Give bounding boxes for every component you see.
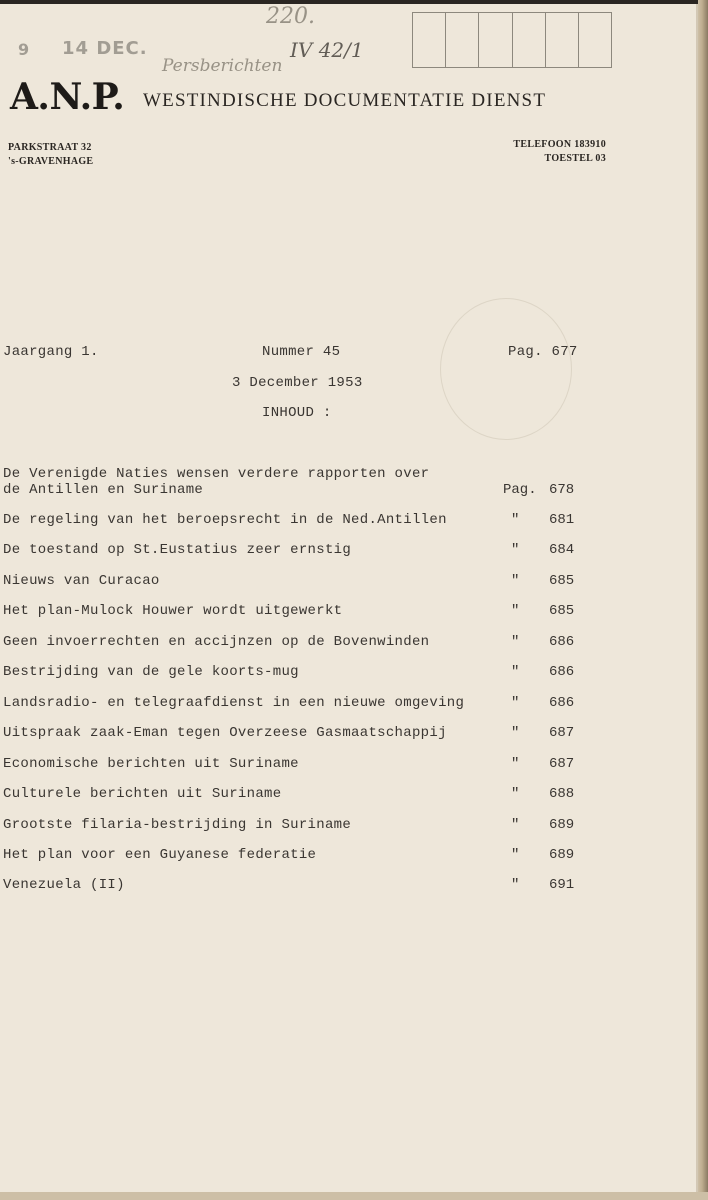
agency-name: WESTINDISCHE DOCUMENTATIE DIENST	[143, 90, 547, 111]
top-border	[0, 0, 698, 4]
toc-page: 687	[549, 725, 575, 741]
address-block	[8, 141, 93, 169]
toc-title: Venezuela (II)	[3, 877, 125, 893]
anp-logo: A.N.P.	[10, 76, 125, 118]
toc-title: De toestand op St.Eustatius zeer ernstig	[3, 542, 352, 558]
phone-block	[500, 138, 606, 166]
toc-title: Nieuws van Curacao	[3, 573, 160, 589]
toc-ditto-mark: "	[511, 786, 520, 802]
phone-extension: TOESTEL 03	[544, 153, 606, 164]
toc-title: Het plan voor een Guyanese federatie	[3, 847, 317, 863]
toc-entry	[3, 695, 583, 715]
toc-ditto-mark: "	[511, 877, 520, 893]
toc-entry	[3, 634, 583, 654]
toc-entry	[3, 756, 583, 776]
address-city: 's-GRAVENHAGE	[8, 156, 94, 167]
toc-ditto-mark: "	[511, 542, 520, 558]
toc-page: 691	[549, 877, 575, 893]
toc-first-entry-line2: de Antillen en Suriname	[3, 482, 204, 498]
toc-page: 685	[549, 603, 575, 619]
toc-title: Landsradio- en telegraafdienst in een nieuwe omgeving	[3, 695, 465, 711]
toc-page: 681	[549, 512, 575, 528]
toc-ditto-mark: "	[511, 664, 520, 680]
toc-first-entry-line1: De Verenigde Naties wensen verdere rapporten over	[3, 466, 430, 482]
toc-entry	[3, 817, 583, 837]
toc-page: 686	[549, 634, 575, 650]
archive-stamp-boxes	[412, 12, 612, 68]
toc-entry	[3, 482, 583, 502]
toc-title: Het plan-Mulock Houwer wordt uitgewerkt	[3, 603, 343, 619]
faded-stamp-circle	[440, 298, 572, 440]
toc-entry	[3, 603, 583, 623]
volume-label: Jaargang 1.	[3, 344, 99, 360]
toc-page: 688	[549, 786, 575, 802]
date-stamp: 14 DEC.	[62, 38, 148, 59]
toc-entry	[3, 877, 583, 897]
code-top: 220.	[266, 4, 315, 29]
toc-page: 678	[549, 482, 575, 498]
toc-entry	[3, 573, 583, 593]
toc-title: Geen invoerrechten en accijnzen op de Bovenwinden	[3, 634, 430, 650]
page-edge	[698, 0, 708, 1200]
page-bottom-edge	[0, 1192, 708, 1200]
toc-ditto-mark: "	[511, 512, 520, 528]
stamp-number: 9	[18, 40, 31, 59]
toc-ditto-mark: "	[511, 756, 520, 772]
handwritten-note: Persberichten	[162, 56, 283, 76]
toc-page: 685	[549, 573, 575, 589]
toc-page: 686	[549, 664, 575, 680]
toc-title: Culturele berichten uit Suriname	[3, 786, 282, 802]
filing-code: IV 42/1	[290, 38, 364, 62]
toc-title: Bestrijding van de gele koorts-mug	[3, 664, 299, 680]
toc-ditto-mark: "	[511, 634, 520, 650]
toc-title: Economische berichten uit Suriname	[3, 756, 299, 772]
toc-title: Grootste filaria-bestrijding in Suriname	[3, 817, 352, 833]
toc-ditto-mark: "	[511, 817, 520, 833]
toc-page: 689	[549, 847, 575, 863]
toc-page: 686	[549, 695, 575, 711]
toc-ditto-mark: "	[511, 603, 520, 619]
toc-entry	[3, 725, 583, 745]
issue-number: Nummer 45	[262, 344, 341, 360]
toc-entry	[3, 847, 583, 867]
toc-entry	[3, 786, 583, 806]
toc-entry	[3, 512, 583, 532]
issue-date: 3 December 1953	[232, 375, 363, 391]
toc-page-label: Pag.	[503, 482, 537, 498]
toc-title: De regeling van het beroepsrecht in de Ned.Antillen	[3, 512, 447, 528]
toc-entry	[3, 542, 583, 562]
toc-title: Uitspraak zaak-Eman tegen Overzeese Gasmaatschappij	[3, 725, 447, 741]
phone-number: TELEFOON 183910	[513, 139, 606, 150]
toc-entry	[3, 664, 583, 684]
toc-ditto-mark: "	[511, 847, 520, 863]
page-number: Pag. 677	[508, 344, 578, 360]
toc-ditto-mark: "	[511, 725, 520, 741]
toc-ditto-mark: "	[511, 695, 520, 711]
toc-page: 689	[549, 817, 575, 833]
address-street: PARKSTRAAT 32	[8, 142, 92, 153]
toc-page: 684	[549, 542, 575, 558]
toc-page: 687	[549, 756, 575, 772]
contents-heading: INHOUD :	[262, 405, 332, 421]
toc-ditto-mark: "	[511, 573, 520, 589]
